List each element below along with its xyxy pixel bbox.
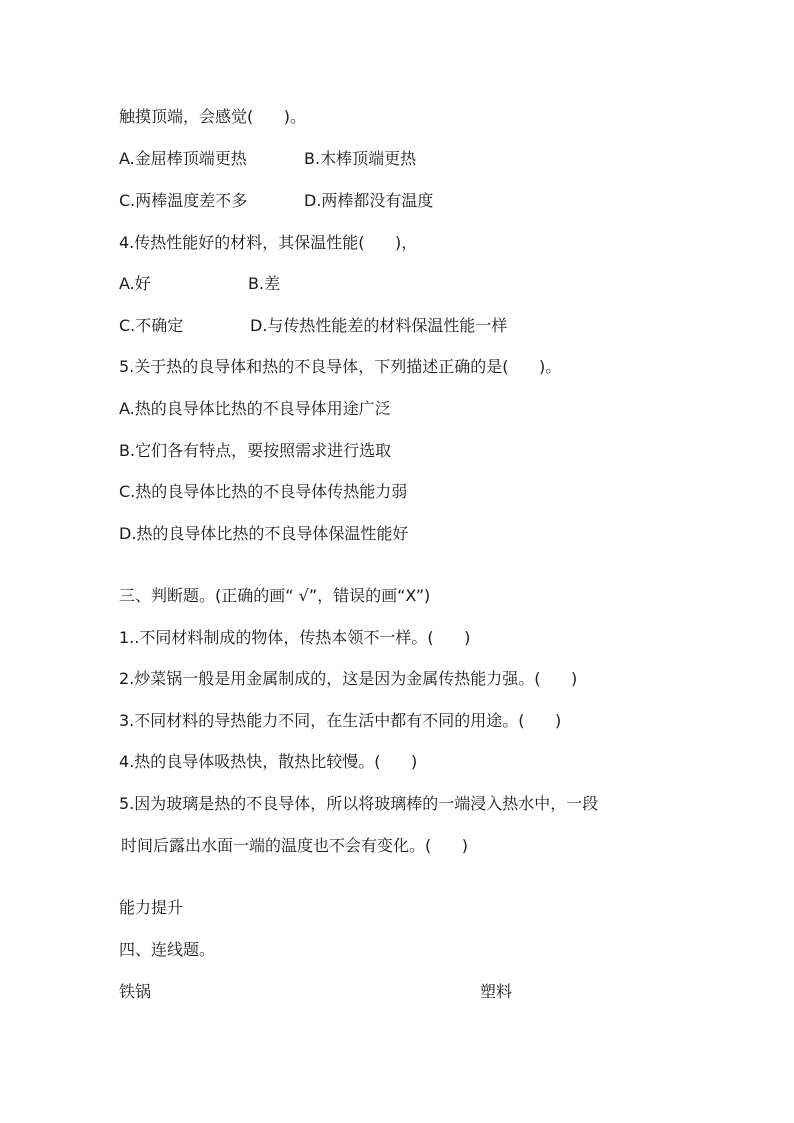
option-c: C.热的良导体比热的不良导体传热能力弱 <box>119 482 408 501</box>
option-a: A.热的良导体比热的不良导体用途广泛 <box>119 399 391 418</box>
option-d: D.两棒都没有温度 <box>304 191 434 210</box>
judgment-item: 2.炒菜锅一般是用金属制成的，这是因为金属传热能力强。( ) <box>119 669 578 688</box>
ability-heading: 能力提升 <box>119 898 184 917</box>
judgment-item-continued: 时间后露出水面一端的温度也不会有变化。( ) <box>121 836 469 855</box>
option-a: A.金屈棒顶端更热 <box>119 149 247 168</box>
option-b: B.木棒顶端更热 <box>304 149 417 168</box>
question-stem: 4.传热性能好的材料，其保温性能( )， <box>119 233 418 252</box>
option-b: B.差 <box>248 274 281 293</box>
option-b: B.它们各有特点，要按照需求进行选取 <box>119 441 392 460</box>
option-a: A.好 <box>119 274 151 293</box>
question-stem: 触摸顶端，会感觉( )。 <box>119 107 307 126</box>
option-c: C.两棒温度差不多 <box>119 191 248 210</box>
option-d: D.与传热性能差的材料保温性能一样 <box>250 316 508 335</box>
question-stem: 5.关于热的良导体和热的不良导体，下列描述正确的是( )。 <box>119 357 562 376</box>
section-title: 四、连线题。 <box>119 940 216 959</box>
judgment-item: 5.因为玻璃是热的不良导体，所以将玻璃棒的一端浸入热水中，一段 <box>119 794 599 813</box>
option-d: D.热的良导体比热的不良导体保温性能好 <box>119 524 409 543</box>
judgment-item: 3.不同材料的导热能力不同，在生活中都有不同的用途。( ) <box>119 711 562 730</box>
option-c: C.不确定 <box>119 316 184 335</box>
section-title: 三、判断题。(正确的画“ √”，错误的画“X”) <box>119 586 431 605</box>
judgment-item: 1..不同材料制成的物体，传热本领不一样。( ) <box>119 628 471 647</box>
matching-left-item: 铁锅 <box>119 982 152 1001</box>
matching-right-item: 塑料 <box>480 982 513 1001</box>
judgment-item: 4.热的良导体吸热快，散热比较慢。( ) <box>119 752 418 771</box>
